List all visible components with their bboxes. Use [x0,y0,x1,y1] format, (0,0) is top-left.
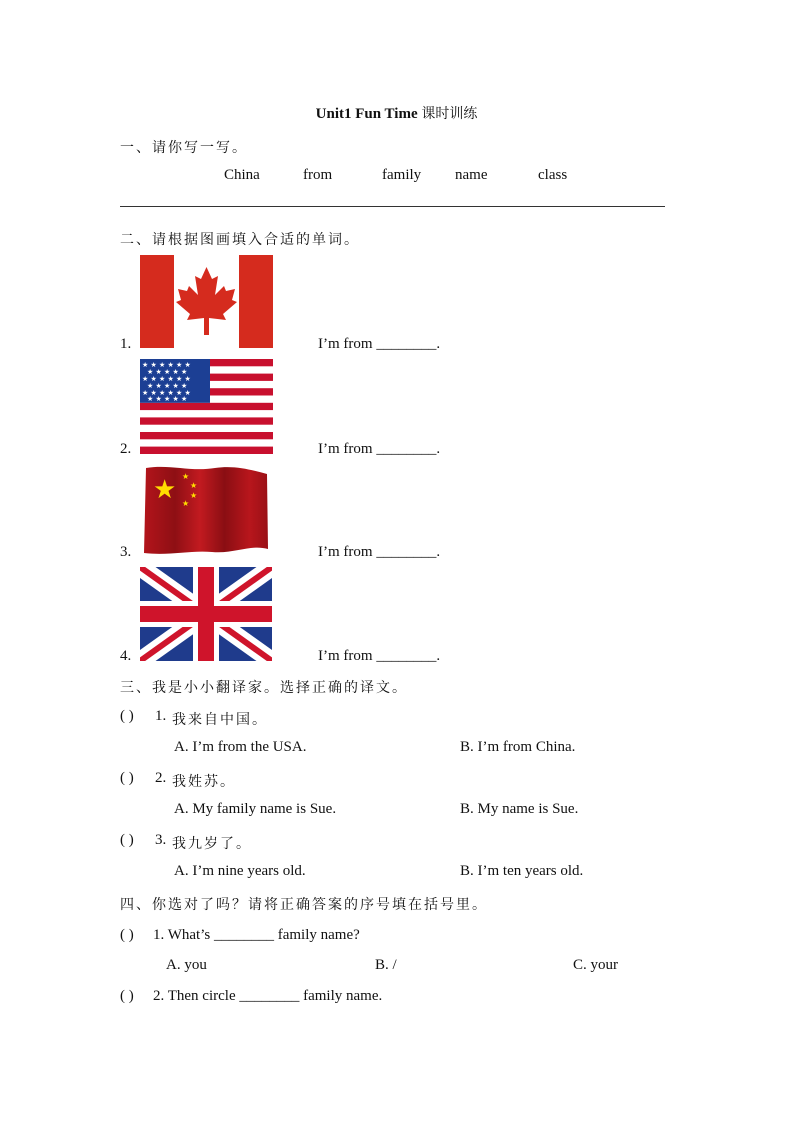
uk-flag [140,567,272,661]
title-chinese: 课时训练 [421,106,478,122]
question-text: 我姓苏。 [172,774,236,790]
svg-text:★: ★ [182,472,190,481]
svg-text:★ ★ ★ ★ ★ ★: ★ ★ ★ ★ ★ ★ [142,361,191,369]
svg-text:★ ★ ★ ★ ★: ★ ★ ★ ★ ★ [147,382,188,390]
word-family: family [382,167,422,183]
option-b: B. I’m from China. [460,739,576,755]
item-1-number: 1. [120,336,132,352]
answer-bracket[interactable]: ( ) [120,832,134,848]
section3-heading: 三、我是小小翻译家。选择正确的译文。 [120,680,408,696]
title-english: Unit1 Fun Time [315,106,418,122]
answer-bracket[interactable]: ( ) [120,988,134,1004]
answer-bracket[interactable]: ( ) [120,708,134,724]
option-a: A. I’m from the USA. [174,739,307,755]
item-3-number: 3. [120,544,132,560]
section1-heading: 一、请你写一写。 [120,140,248,156]
word-china: China [224,167,260,183]
question-text: 我来自中国。 [172,712,268,728]
option-b: B. I’m ten years old. [460,863,584,879]
answer-bracket[interactable]: ( ) [120,927,134,943]
question-text: 我九岁了。 [172,836,252,852]
item-2-number: 2. [120,441,132,457]
svg-text:★ ★ ★ ★ ★: ★ ★ ★ ★ ★ [147,395,188,403]
svg-text:★ ★ ★ ★ ★ ★: ★ ★ ★ ★ ★ ★ [142,389,191,397]
question-number: 2. [155,770,167,786]
item-1-sentence: I’m from ________. [318,336,441,352]
option-c: C. your [573,957,618,973]
page-title [0,103,793,123]
china-flag [140,464,270,556]
word-from: from [303,167,333,183]
canada-flag [140,255,273,348]
svg-text:★ ★ ★ ★ ★: ★ ★ ★ ★ ★ [147,368,188,376]
svg-text:★: ★ [153,475,177,505]
question-text: 1. What’s ________ family name? [153,927,360,943]
word-class: class [538,167,568,183]
item-4-sentence: I’m from ________. [318,648,441,664]
writing-line [120,206,665,207]
svg-text:★ ★ ★ ★ ★ ★: ★ ★ ★ ★ ★ ★ [142,375,191,383]
usa-flag [140,359,273,454]
svg-text:★: ★ [190,491,198,500]
option-a: A. My family name is Sue. [174,801,337,817]
item-3-sentence: I’m from ________. [318,544,441,560]
option-b: B. My name is Sue. [460,801,579,817]
option-a: A. you [166,957,207,973]
question-number: 1. [155,708,167,724]
option-b: B. / [375,957,397,973]
question-number: 3. [155,832,167,848]
section2-heading: 二、请根据图画填入合适的单词。 [120,232,360,248]
word-name: name [455,167,488,183]
question-text: 2. Then circle ________ family name. [153,988,383,1004]
svg-text:★: ★ [190,481,198,490]
item-2-sentence: I’m from ________. [318,441,441,457]
item-4-number: 4. [120,648,132,664]
svg-text:★: ★ [182,499,190,508]
section4-heading: 四、你选对了吗？请将正确答案的序号填在括号里。 [120,897,488,913]
answer-bracket[interactable]: ( ) [120,770,134,786]
option-a: A. I’m nine years old. [174,863,306,879]
